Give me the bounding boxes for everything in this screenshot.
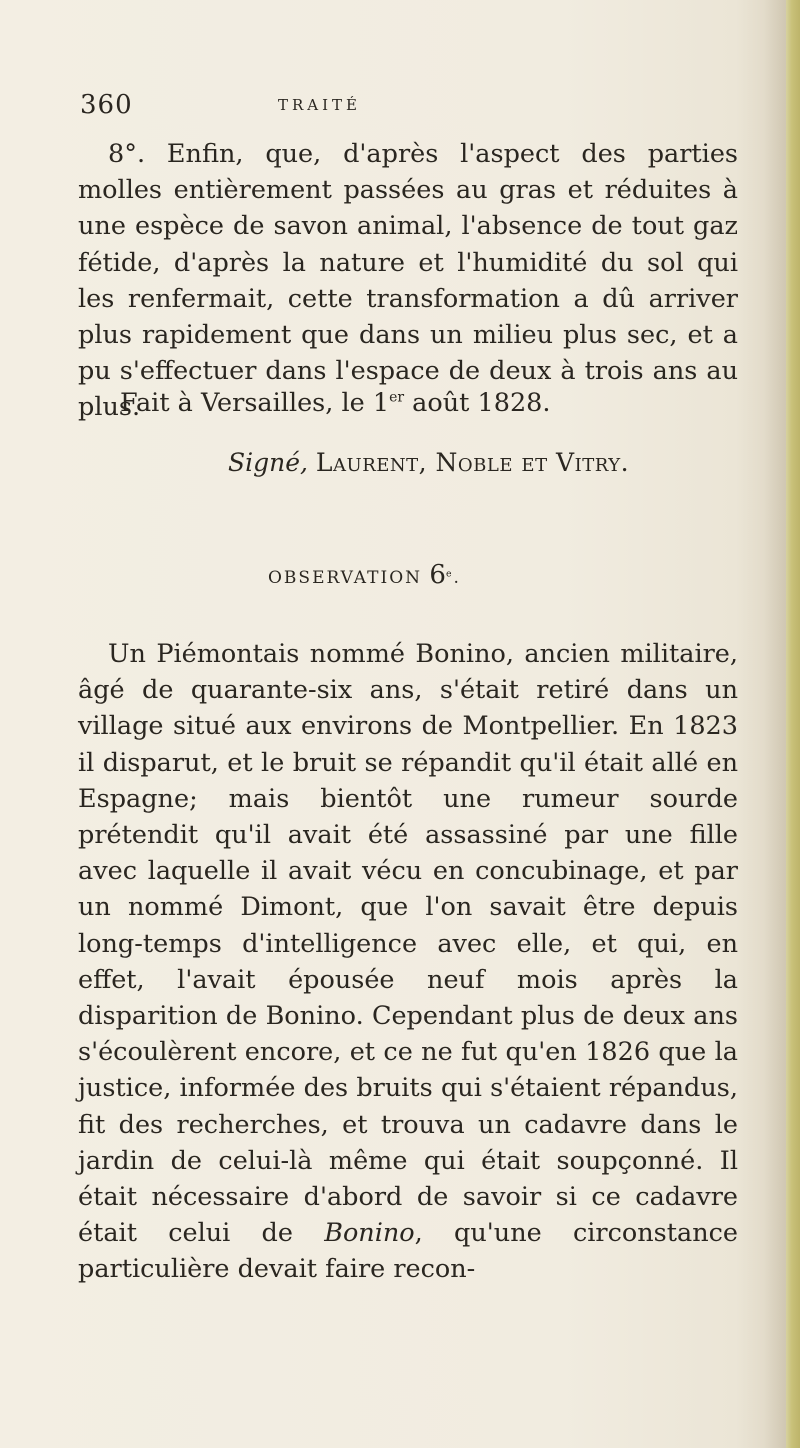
observation-suffix: . [453,568,461,588]
page-edge [786,0,800,1448]
paragraph-observation-part1: Un Piémontais nommé Bonino, ancien militaire, âgé de quarante-six ans, s'était retiré dans un village situé aux environs de Montpellier. En 1823 il disparut, et le bruit se répandit qu'il était allé en Espagne; mais bientôt une rumeur sourde prétendit qu'il avait été assassiné par une fille avec laquelle il avait vécu en concubinage, et par un nommé Dimont, que l'on savait être depuis long-temps d'intelligence avec elle, et qui, en effet, l'avait épousée neuf mois après la disparition de Bonino. Cependant plus de deux ans s'écoulèrent encore, et ce ne fut qu'en 1826 que la justice, informée des bruits qui s'étaient répandus, fit des recherches, et trouva un cadavre dans le jardin de celui-là même qui était soupçonné. Il était nécessaire d'abord de savoir si ce cadavre était celui de [78,639,738,1249]
date-line-start: Fait à Versailles, le 1 [120,388,390,418]
observation-superscript: e [445,568,454,580]
date-superscript: er [389,389,405,406]
paragraph-observation-part2: , qu'une circonstance particulière devait faire recon- [78,1218,738,1285]
page-edge-shadow [764,0,786,1448]
italic-name-bonino: Bonino [324,1218,415,1249]
date-line [120,388,551,418]
page-header [80,90,680,130]
observation-heading [268,560,461,590]
signature-label: Signé, [228,448,308,477]
page-number: 360 [80,90,133,120]
paragraph-conclusion: 8°. Enfin, que, d'après l'aspect des parties molles entièrement passées au gras et réduites à une espèce de savon animal, l'absence de tout gaz fétide, d'après la nature et l'humidité du sol qui les renfermait, cette transformation a dû arriver plus rapidement que dans un milieu plus sec, et a pu s'effectuer dans l'espace de deux à trois ans au plus. [78,139,738,423]
observation-title: OBSERVATION [268,568,423,588]
signature-line [228,448,629,477]
running-head: TRAITÉ [278,96,362,114]
signature-names: Laurent, Noble et Vitry. [315,448,630,477]
paragraph-observation [78,636,738,1288]
observation-number: 6 [429,560,446,590]
date-line-end: août 1828. [404,388,551,418]
